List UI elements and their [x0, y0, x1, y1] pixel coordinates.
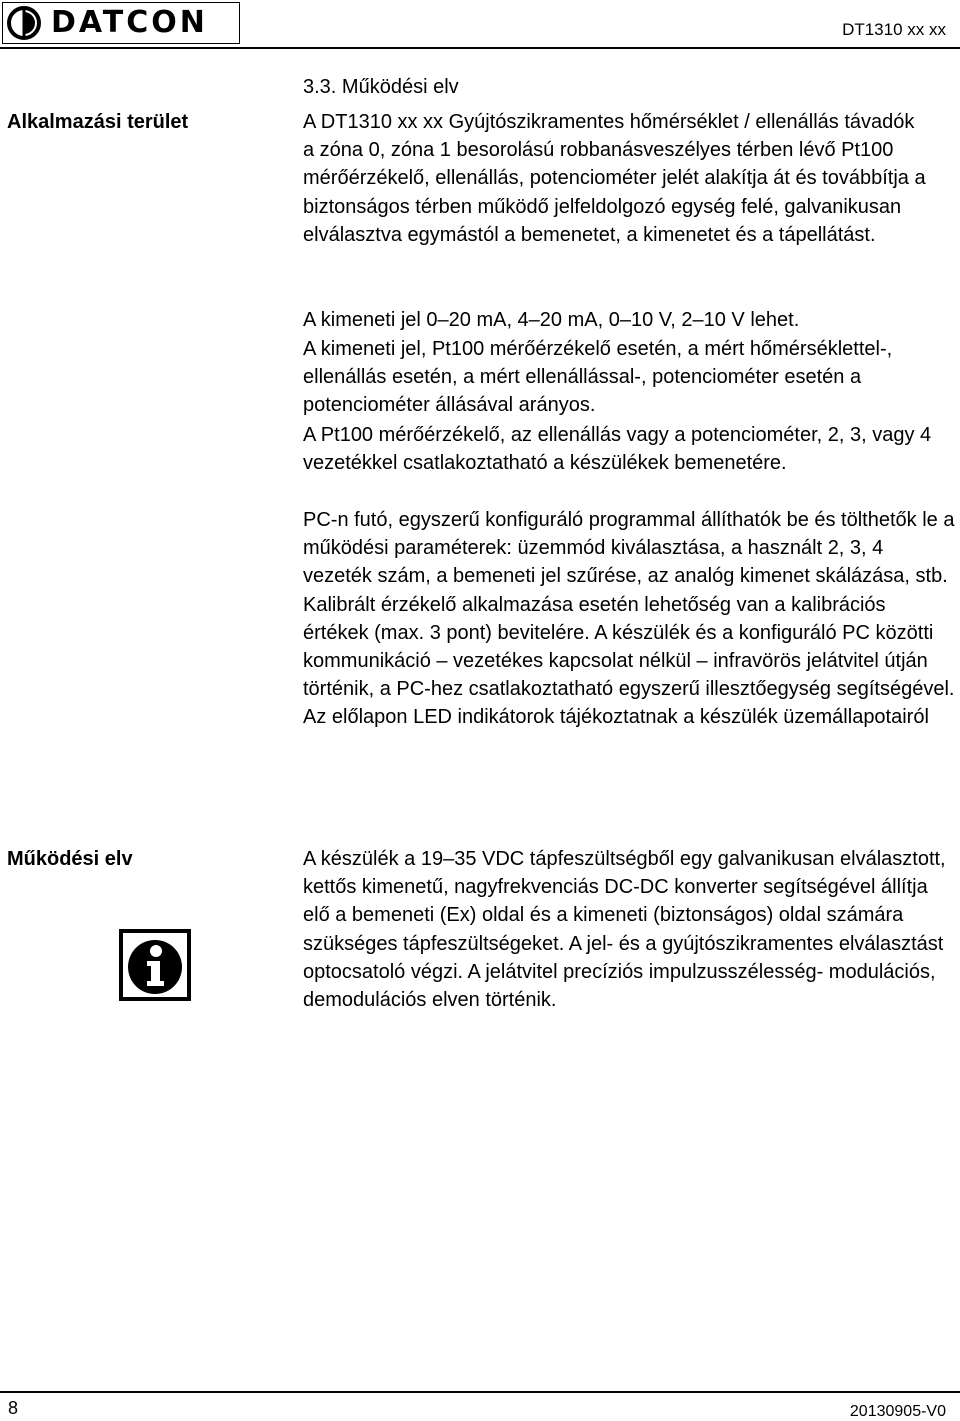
document-version: 20130905-V0 [849, 1403, 946, 1420]
logo-text: DATCON [51, 5, 208, 40]
company-logo [2, 2, 240, 44]
side-label-operation: Működési elv [7, 848, 133, 870]
document-code: DT1310 xx xx [842, 20, 946, 39]
application-paragraph-4: A Pt100 mérőérzékelő, az ellenállás vagy a potenciométer, 2, 3, vagy 4 vezetékkel csatlakoztatható a készülékek bemenetére. [303, 424, 932, 475]
page-header [0, 0, 960, 48]
page-number: 8 [8, 1398, 19, 1418]
application-paragraph-3: A kimeneti jel, Pt100 mérőérzékelő esetén, a mért hőmérséklettel-, ellenállás esetén, a mért ellenállással-, potenciométer esetén a potenciométer állásával arányos. [303, 338, 893, 417]
operation-paragraph: A készülék a 19‒35 VDC tápfeszültségből egy galvanikusan elválasztott, kettős kimenetű, nagyfrekvenciás DC-DC konverter segítségével állítja elő a bemeneti (Ex) oldal és a kimeneti (biztonságos) oldal számára szükséges tápfeszültségeket. A jel- és a gyújtószikramentes elválasztást optocsatoló végzi. A jelátvitel precíziós impulzusszélesség- modulációs, demodulációs elven történik. [303, 848, 946, 1012]
datcon-logo-icon [7, 6, 41, 40]
header-divider [0, 47, 960, 49]
application-paragraph-5: PC-n futó, egyszerű konfiguráló programmal állíthatók be és tölthetők le a működési paraméterek: üzemmód kiválasztása, a használt 2, 3, 4 vezeték szám, a bemeneti jel szűrése, az analóg kimenet skálázása, stb. Kalibrált érzékelő alkalmazása esetén lehetőség van a kalibrációs értékek (max. 3 pont) bevitelére. A készülék és a konfiguráló PC közötti kommunikáció ‒ vezetékes kapcsolat nélkül ‒ infravörös jelátvitel útján történik, a PC-hez csatlakoztatható egyszerű illesztőegység segítségével. Az előlapon LED indikátorok tájékoztatnak a készülék üzemállapotairól [303, 509, 955, 729]
application-paragraph-1: A DT1310 xx xx Gyújtószikramentes hőmérséklet / ellenállás távadók a zóna 0, zóna 1 besorolású robbanásveszélyes térben lévő Pt100 mérőérzékelő, ellenállás, potenciométer jelét alakítja át és továbbítja a biztonságos térben működő jelfeldolgozó egység felé, galvanikusan elválasztva egymástól a bemenetet, a kimenetet és a tápellátást. [303, 111, 926, 246]
info-icon [119, 929, 191, 1001]
section-heading: 3.3. Működési elv [303, 76, 459, 98]
application-paragraph-2: A kimeneti jel 0‒20 mA, 4‒20 mA, 0‒10 V, 2‒10 V lehet. [303, 309, 800, 331]
footer-divider [0, 1391, 960, 1393]
side-label-application: Alkalmazási terület [7, 111, 189, 133]
